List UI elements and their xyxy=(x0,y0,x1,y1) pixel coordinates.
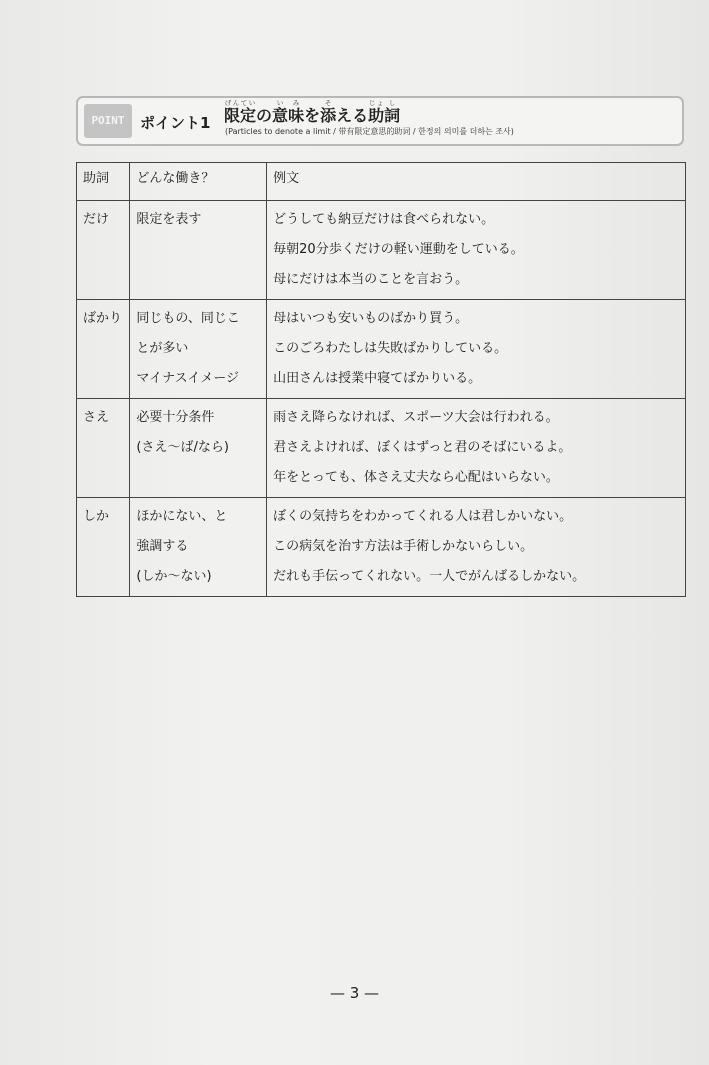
example-sentence: 毎朝20分歩くだけの軽い運動をしている。 xyxy=(273,242,524,257)
function-text: 強調する xyxy=(136,539,189,554)
table-row xyxy=(77,399,686,498)
table-row xyxy=(77,300,686,399)
particle: しか xyxy=(83,509,110,524)
example-sentence: 母にだけは本当のことを言おう。 xyxy=(273,272,469,287)
example-sentence: 年をとっても、体さえ丈夫なら心配はいらない。 xyxy=(273,470,559,485)
table-row xyxy=(77,201,686,300)
function-text: 必要十分条件 xyxy=(136,410,215,425)
function-cell xyxy=(130,300,267,399)
column-header: どんな働き？ xyxy=(130,163,267,201)
examples-cell xyxy=(267,201,686,300)
column-header: 助詞 xyxy=(77,163,130,201)
table-row xyxy=(77,498,686,597)
function-cell xyxy=(130,201,267,300)
example-sentence: ぼくの気持ちをわかってくれる人は君しかいない。 xyxy=(273,509,573,524)
particle: ばかり xyxy=(83,311,123,326)
function-cell xyxy=(130,399,267,498)
particle-cell xyxy=(77,201,130,300)
example-sentence: 母はいつも安いものばかり買う。 xyxy=(273,311,469,326)
particle: だけ xyxy=(83,212,110,227)
example-sentence: 山田さんは授業中寝てばかりいる。 xyxy=(273,371,482,386)
table-header-row xyxy=(77,163,686,201)
examples-cell xyxy=(267,300,686,399)
function-cell xyxy=(130,498,267,597)
function-text: ほかにない、と xyxy=(136,509,228,524)
example-sentence: どうしても納豆だけは食べられない。 xyxy=(273,212,495,227)
point-subtitle: (Particles to denote a limit / 带有限定意思的助词 / 한정의 의미를 더하는 조사) xyxy=(225,127,514,136)
example-sentence: この病気を治す方法は手術しかないらしい。 xyxy=(273,539,534,554)
example-sentence: 雨さえ降らなければ、スポーツ大会は行われる。 xyxy=(273,410,559,425)
point-header-box xyxy=(76,96,684,146)
point-title: 限げん定ていの意い味みを添そえる助じょ詞し xyxy=(224,99,401,125)
example-sentence: だれも手伝ってくれない。一人でがんばるしかない。 xyxy=(273,569,586,584)
example-sentence: このごろわたしは失敗ばかりしている。 xyxy=(273,341,508,356)
particle-cell xyxy=(77,399,130,498)
particle: さえ xyxy=(83,410,110,425)
examples-cell xyxy=(267,498,686,597)
function-text: 同じもの、同じこ xyxy=(136,311,240,326)
function-text: マイナスイメージ xyxy=(136,371,239,386)
function-text: (しか～ない) xyxy=(136,569,212,584)
example-sentence: 君さえよければ、ぼくはずっと君のそばにいるよ。 xyxy=(273,440,572,455)
point-tag: POINT xyxy=(84,104,132,138)
particle-cell xyxy=(77,498,130,597)
point-number: ポイント1 xyxy=(140,114,211,132)
particle-table xyxy=(76,162,686,597)
column-header: 例文 xyxy=(267,163,686,201)
function-text: とが多い xyxy=(136,341,189,356)
function-text: (さえ～ば/なら) xyxy=(136,440,229,455)
particle-cell xyxy=(77,300,130,399)
examples-cell xyxy=(267,399,686,498)
page-number: — 3 — xyxy=(329,984,380,1002)
function-text: 限定を表す xyxy=(136,212,202,227)
